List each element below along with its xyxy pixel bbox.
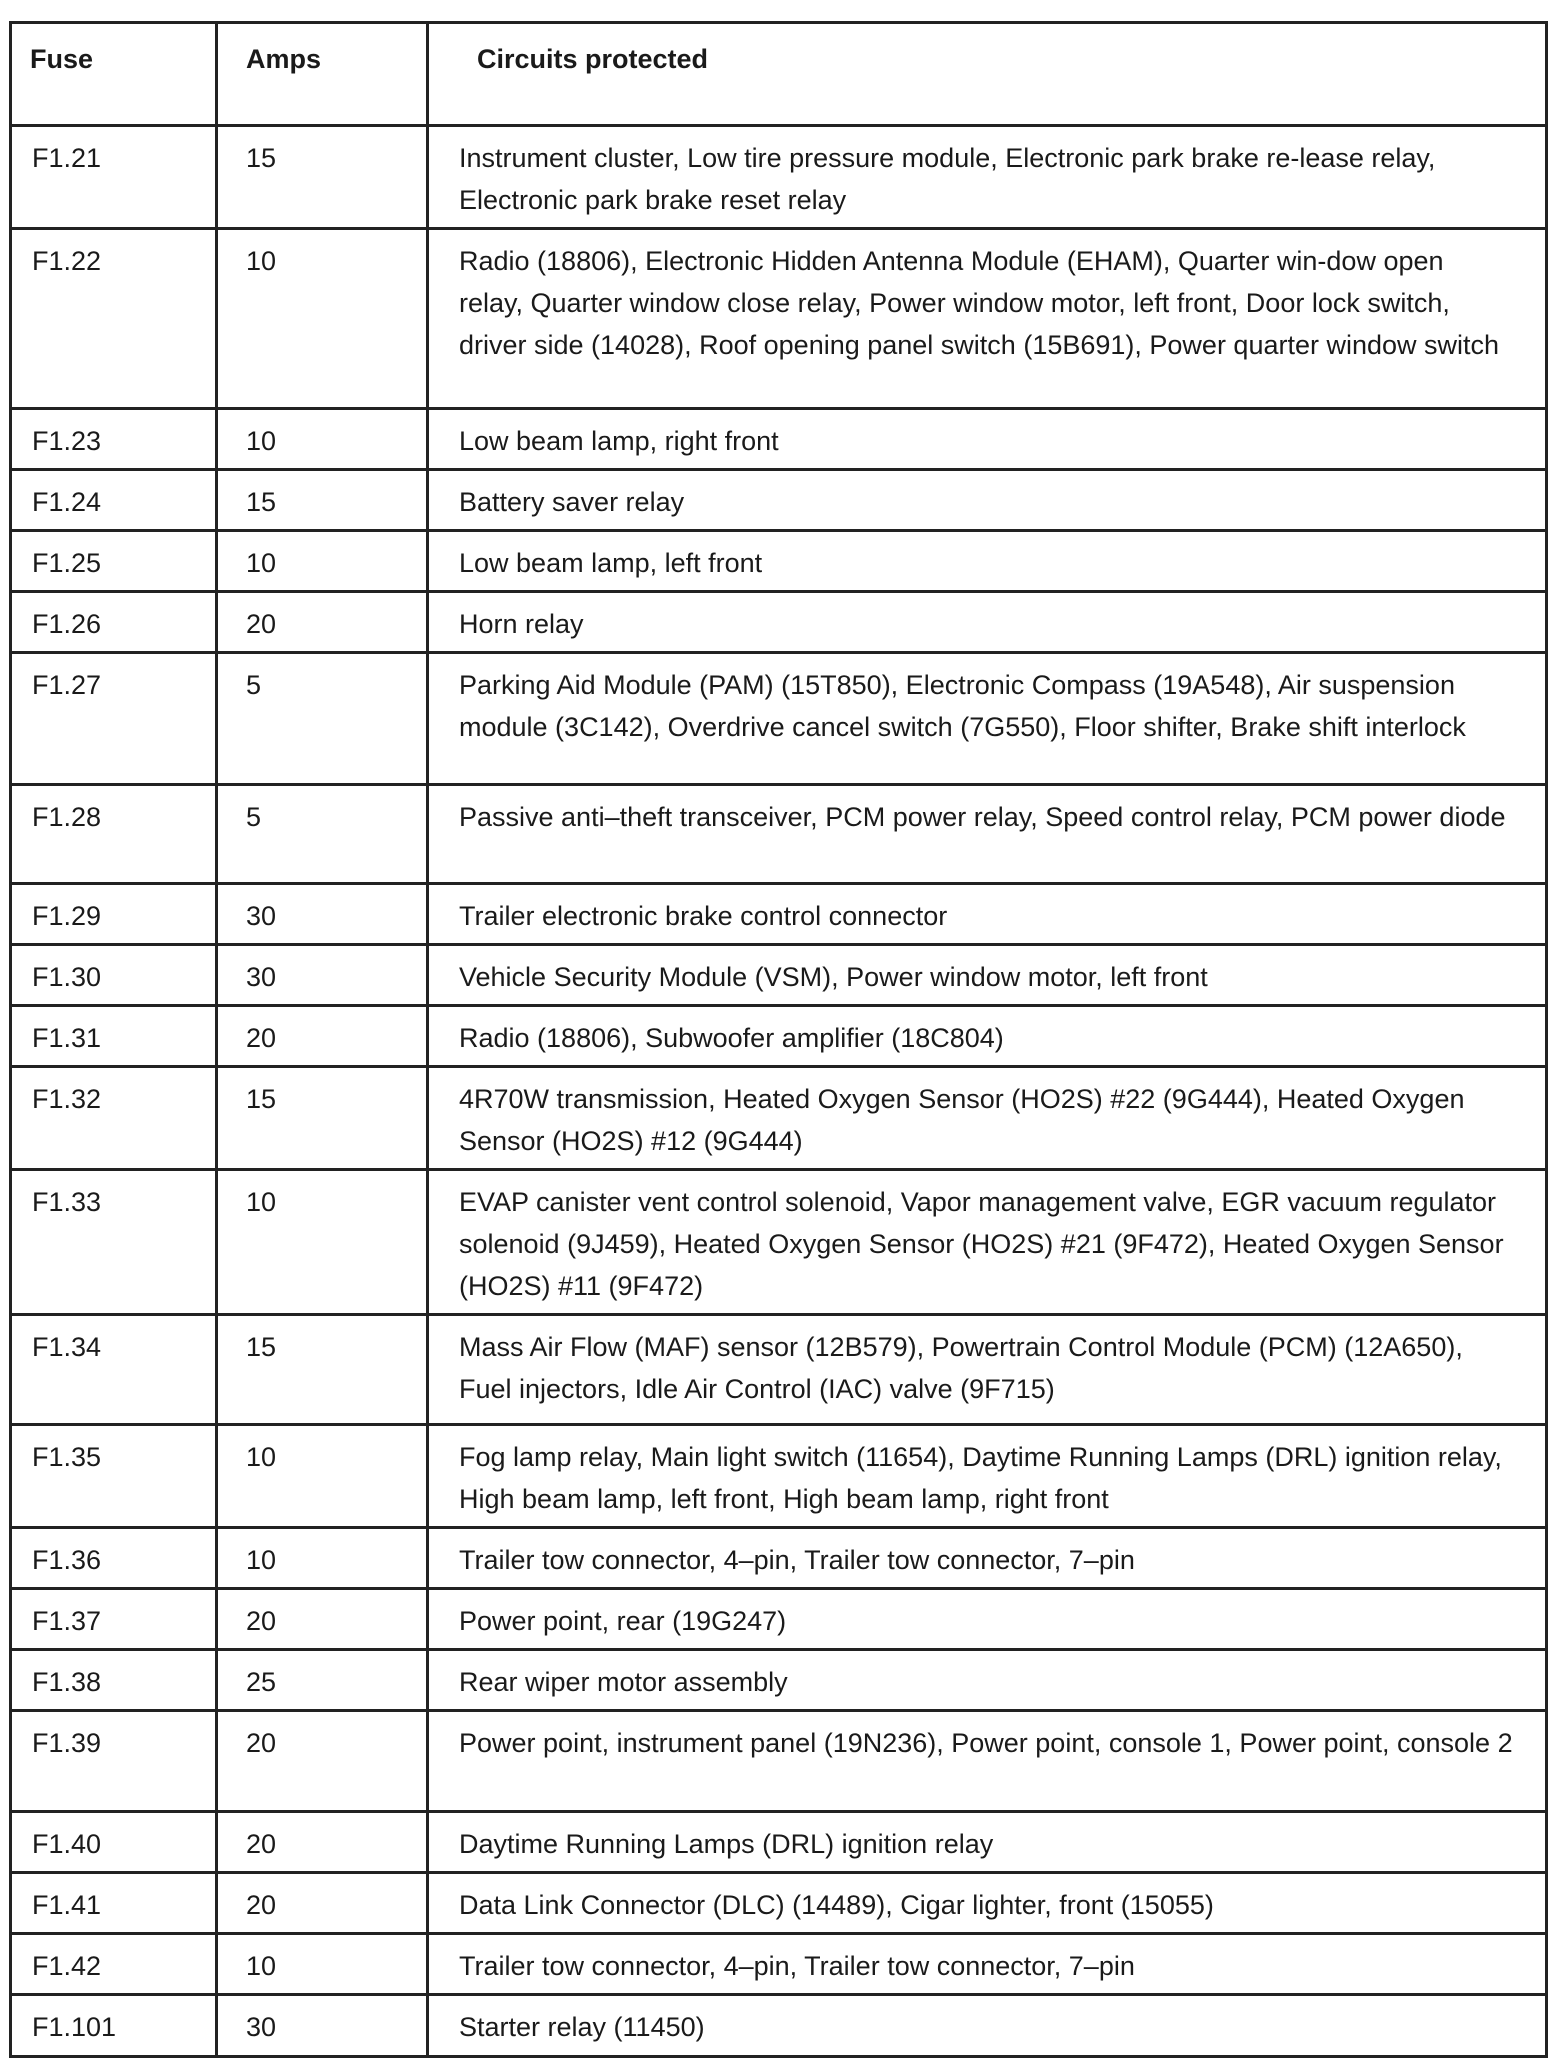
fuse-cell: F1.23 (11, 409, 217, 470)
fuse-table (9, 21, 1548, 2058)
circuits-cell: Low beam lamp, right front (428, 409, 1547, 470)
amps-cell: 10 (217, 1934, 428, 1995)
table-row (11, 1812, 1547, 1873)
circuits-cell: Trailer tow connector, 4–pin, Trailer tow connector, 7–pin (428, 1934, 1547, 1995)
circuits-cell: Low beam lamp, left front (428, 531, 1547, 592)
amps-cell: 20 (217, 592, 428, 653)
circuits-cell: Parking Aid Module (PAM) (15T850), Electronic Compass (19A548), Air suspension module (3C142), Overdrive cancel switch (7G550), Floor shifter, Brake shift interlock (428, 653, 1547, 785)
table-row (11, 1170, 1547, 1315)
fuse-cell: F1.32 (11, 1067, 217, 1170)
amps-cell: 25 (217, 1650, 428, 1711)
circuits-cell: Power point, rear (19G247) (428, 1589, 1547, 1650)
amps-cell: 10 (217, 1425, 428, 1528)
table-row (11, 1995, 1547, 2057)
amps-cell: 10 (217, 409, 428, 470)
table-row (11, 1528, 1547, 1589)
table-row (11, 1650, 1547, 1711)
circuits-cell: Vehicle Security Module (VSM), Power window motor, left front (428, 945, 1547, 1006)
fuse-cell: F1.21 (11, 126, 217, 229)
amps-cell: 30 (217, 945, 428, 1006)
amps-cell: 15 (217, 1315, 428, 1425)
circuits-cell: Trailer tow connector, 4–pin, Trailer tow connector, 7–pin (428, 1528, 1547, 1589)
header-amps: Amps (217, 23, 428, 126)
header-circuits: Circuits protected (428, 23, 1547, 126)
circuits-cell: Fog lamp relay, Main light switch (11654), Daytime Running Lamps (DRL) ignition relay, High beam lamp, left front, High beam lamp, right front (428, 1425, 1547, 1528)
table-row (11, 409, 1547, 470)
fuse-cell: F1.29 (11, 884, 217, 945)
table-row (11, 531, 1547, 592)
fuse-cell: F1.25 (11, 531, 217, 592)
amps-cell: 15 (217, 126, 428, 229)
amps-cell: 20 (217, 1589, 428, 1650)
fuse-cell: F1.24 (11, 470, 217, 531)
table-row (11, 229, 1547, 409)
amps-cell: 5 (217, 785, 428, 884)
fuse-cell: F1.39 (11, 1711, 217, 1812)
circuits-cell: Data Link Connector (DLC) (14489), Cigar lighter, front (15055) (428, 1873, 1547, 1934)
fuse-cell: F1.34 (11, 1315, 217, 1425)
table-row (11, 592, 1547, 653)
circuits-cell: Instrument cluster, Low tire pressure module, Electronic park brake re-lease relay, Electronic park brake reset relay (428, 126, 1547, 229)
fuse-cell: F1.101 (11, 1995, 217, 2057)
table-row (11, 1067, 1547, 1170)
table-row (11, 1873, 1547, 1934)
fuse-cell: F1.40 (11, 1812, 217, 1873)
circuits-cell: Starter relay (11450) (428, 1995, 1547, 2057)
fuse-cell: F1.35 (11, 1425, 217, 1528)
fuse-cell: F1.42 (11, 1934, 217, 1995)
table-row (11, 785, 1547, 884)
circuits-cell: Trailer electronic brake control connector (428, 884, 1547, 945)
amps-cell: 10 (217, 229, 428, 409)
circuits-cell: Rear wiper motor assembly (428, 1650, 1547, 1711)
fuse-cell: F1.41 (11, 1873, 217, 1934)
table-row (11, 653, 1547, 785)
table-row (11, 1711, 1547, 1812)
fuse-cell: F1.33 (11, 1170, 217, 1315)
amps-cell: 5 (217, 653, 428, 785)
table-row (11, 1006, 1547, 1067)
table-row (11, 1934, 1547, 1995)
fuse-cell: F1.22 (11, 229, 217, 409)
fuse-cell: F1.28 (11, 785, 217, 884)
circuits-cell: Radio (18806), Electronic Hidden Antenna Module (EHAM), Quarter win-dow open relay, Quarter window close relay, Power window motor, left front, Door lock switch, driver side (14028), Roof opening panel switch (15B691), Power quarter window switch (428, 229, 1547, 409)
table-row (11, 126, 1547, 229)
circuits-cell: Power point, instrument panel (19N236), Power point, console 1, Power point, console 2 (428, 1711, 1547, 1812)
circuits-cell: Mass Air Flow (MAF) sensor (12B579), Powertrain Control Module (PCM) (12A650), Fuel injectors, Idle Air Control (IAC) valve (9F715) (428, 1315, 1547, 1425)
amps-cell: 20 (217, 1006, 428, 1067)
table-row (11, 1315, 1547, 1425)
amps-cell: 10 (217, 1170, 428, 1315)
circuits-cell: Daytime Running Lamps (DRL) ignition relay (428, 1812, 1547, 1873)
table-row (11, 1589, 1547, 1650)
amps-cell: 20 (217, 1812, 428, 1873)
header-row (11, 23, 1547, 126)
fuse-cell: F1.30 (11, 945, 217, 1006)
circuits-cell: Battery saver relay (428, 470, 1547, 531)
circuits-cell: Passive anti–theft transceiver, PCM power relay, Speed control relay, PCM power diode (428, 785, 1547, 884)
circuits-cell: 4R70W transmission, Heated Oxygen Sensor (HO2S) #22 (9G444), Heated Oxygen Sensor (HO2S) #12 (9G444) (428, 1067, 1547, 1170)
header-fuse: Fuse (11, 23, 217, 126)
amps-cell: 15 (217, 470, 428, 531)
amps-cell: 10 (217, 531, 428, 592)
table-row (11, 884, 1547, 945)
table-row (11, 470, 1547, 531)
amps-cell: 20 (217, 1873, 428, 1934)
amps-cell: 30 (217, 1995, 428, 2057)
table-row (11, 945, 1547, 1006)
circuits-cell: Radio (18806), Subwoofer amplifier (18C804) (428, 1006, 1547, 1067)
amps-cell: 30 (217, 884, 428, 945)
fuse-cell: F1.37 (11, 1589, 217, 1650)
circuits-cell: Horn relay (428, 592, 1547, 653)
amps-cell: 20 (217, 1711, 428, 1812)
fuse-cell: F1.36 (11, 1528, 217, 1589)
amps-cell: 10 (217, 1528, 428, 1589)
fuse-cell: F1.27 (11, 653, 217, 785)
circuits-cell: EVAP canister vent control solenoid, Vapor management valve, EGR vacuum regulator solenoid (9J459), Heated Oxygen Sensor (HO2S) #21 (9F472), Heated Oxygen Sensor (HO2S) #11 (9F472) (428, 1170, 1547, 1315)
fuse-cell: F1.26 (11, 592, 217, 653)
fuse-cell: F1.31 (11, 1006, 217, 1067)
fuse-cell: F1.38 (11, 1650, 217, 1711)
table-row (11, 1425, 1547, 1528)
amps-cell: 15 (217, 1067, 428, 1170)
